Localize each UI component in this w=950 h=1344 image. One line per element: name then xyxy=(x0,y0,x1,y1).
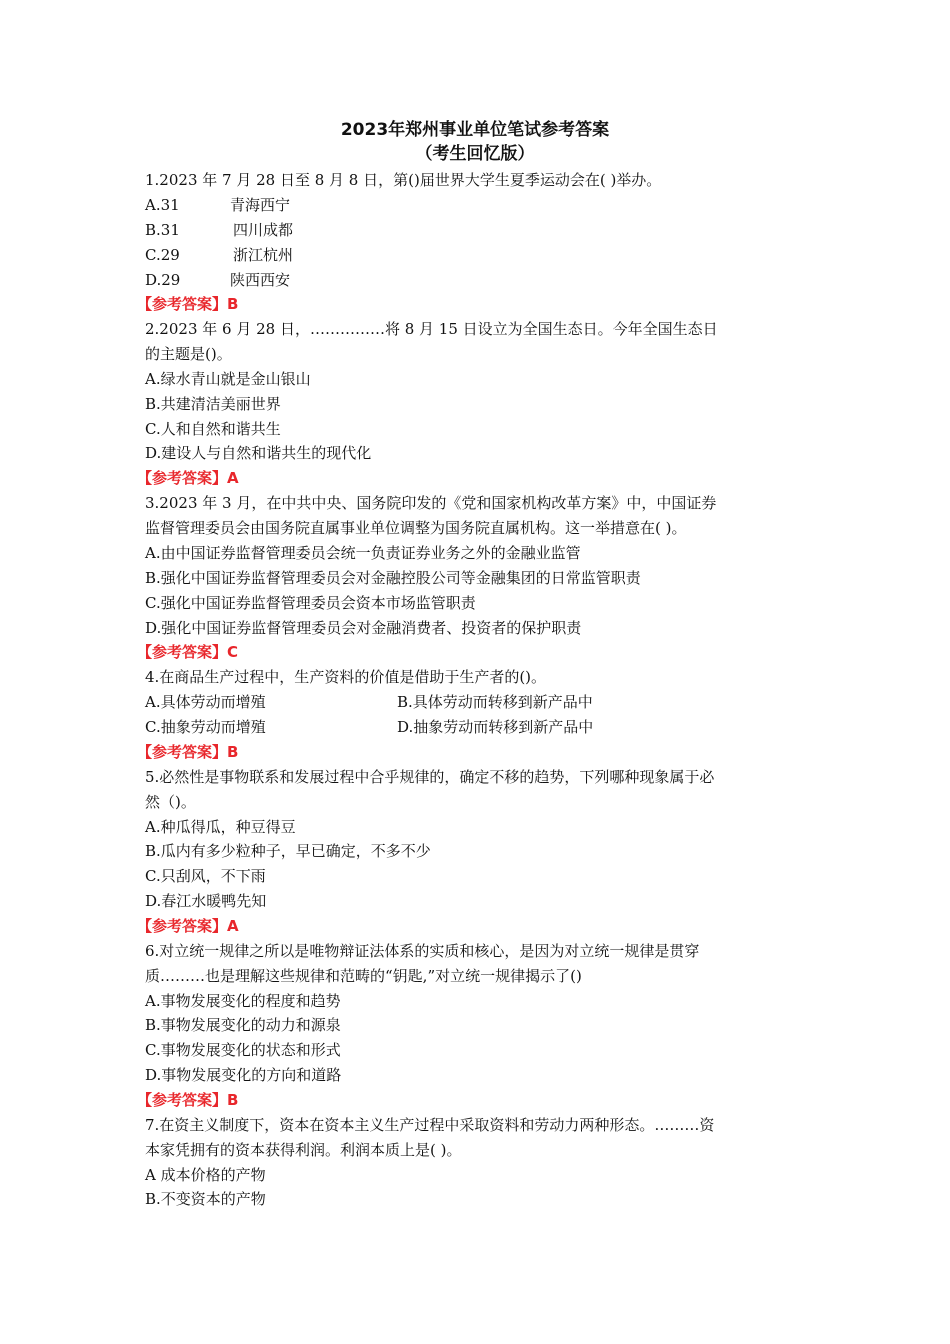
question-3-option-b: B.强化中国证券监督管理委员会对金融控股公司等金融集团的日常监管职责 xyxy=(145,569,641,587)
question-7-option-a: A 成本价格的产物 xyxy=(145,1166,266,1184)
question-4-option-a: A.具体劳动而增殖 xyxy=(145,693,266,711)
question-3-stem-line-1: 3.2023 年 3 月，在中共中央、国务院印发的《党和国家机构改革方案》中，中国证券 xyxy=(145,494,717,512)
question-2-stem-line-1: 2.2023 年 6 月 28 日，……………将 8 月 15 日设立为全国生态日。今年全国生态日 xyxy=(145,320,718,338)
question-1-answer: 【参考答案】B xyxy=(137,295,239,313)
question-3-answer: 【参考答案】C xyxy=(137,643,239,661)
question-1-stem: 1.2023 年 7 月 28 日至 8 月 8 日，第()届世界大学生夏季运动会在( )举办。 xyxy=(145,171,662,189)
question-7-stem-line-2: 本家凭拥有的资本获得利润。利润本质上是( )。 xyxy=(145,1141,462,1159)
question-4-option-c: C.抽象劳动而增殖 xyxy=(145,718,266,736)
question-5-stem-line-1: 5.必然性是事物联系和发展过程中合乎规律的，确定不移的趋势，下列哪种现象属于必 xyxy=(145,768,715,786)
question-1-option-b: B.31 四川成都 xyxy=(145,221,294,239)
question-3-option-d: D.强化中国证券监督管理委员会对金融消费者、投资者的保护职责 xyxy=(145,619,582,637)
question-5-option-b: B.瓜内有多少粒种子，早已确定，不多不少 xyxy=(145,842,431,860)
question-2-option-a: A.绿水青山就是金山银山 xyxy=(145,370,311,388)
question-1-option-d: D.29 陕西西安 xyxy=(145,271,291,289)
question-7-stem-line-1: 7.在资主义制度下，资本在资本主义生产过程中采取资料和劳动力两种形态。………资 xyxy=(145,1116,715,1134)
question-2-stem-line-2: 的主题是()。 xyxy=(145,345,232,363)
question-6-answer: 【参考答案】B xyxy=(137,1091,239,1109)
question-6-stem-line-2: 质………也是理解这些规律和范畴的“钥匙,”对立统一规律揭示了() xyxy=(145,967,582,985)
question-2-option-c: C.人和自然和谐共生 xyxy=(145,420,281,438)
question-4-options-row-2 xyxy=(145,715,810,740)
question-6-option-d: D.事物发展变化的方向和道路 xyxy=(145,1066,342,1084)
question-2-option-b: B.共建清洁美丽世界 xyxy=(145,395,281,413)
document-subtitle: （考生回忆版） xyxy=(415,144,535,164)
question-2-answer: 【参考答案】A xyxy=(137,469,239,487)
question-3-stem-line-2: 监督管理委员会由国务院直属事业单位调整为国务院直属机构。这一举措意在( )。 xyxy=(145,519,687,537)
question-6-option-b: B.事物发展变化的动力和源泉 xyxy=(145,1016,341,1034)
question-4-option-d: D.抽象劳动而转移到新产品中 xyxy=(397,718,594,736)
question-4-stem: 4.在商品生产过程中，生产资料的价值是借助于生产者的()。 xyxy=(145,668,547,686)
question-4-option-b: B.具体劳动而转移到新产品中 xyxy=(397,693,593,711)
document-title: 2023年郑州事业单位笔试参考答案 xyxy=(340,120,610,140)
question-5-stem-line-2: 然（)。 xyxy=(145,793,196,811)
question-1-option-c: C.29 浙江杭州 xyxy=(145,246,294,264)
question-2-option-d: D.建设人与自然和谐共生的现代化 xyxy=(145,444,372,462)
question-5-option-d: D.春江水暖鸭先知 xyxy=(145,892,267,910)
question-4-options-row-1 xyxy=(145,690,810,715)
question-6-option-a: A.事物发展变化的程度和趋势 xyxy=(145,992,341,1010)
question-4-answer: 【参考答案】B xyxy=(137,743,239,761)
question-5-option-c: C.只刮风，不下雨 xyxy=(145,867,266,885)
question-3-option-a: A.由中国证券监督管理委员会统一负责证券业务之外的金融业监管 xyxy=(145,544,581,562)
question-5-option-a: A.种瓜得瓜，种豆得豆 xyxy=(145,818,296,836)
question-1-option-a: A.31 青海西宁 xyxy=(145,196,291,214)
question-6-option-c: C.事物发展变化的状态和形式 xyxy=(145,1041,341,1059)
question-5-answer: 【参考答案】A xyxy=(137,917,239,935)
question-6-stem-line-1: 6.对立统一规律之所以是唯物辩证法体系的实质和核心，是因为对立统一规律是贯穿 xyxy=(145,942,700,960)
question-7-option-b: B.不变资本的产物 xyxy=(145,1190,266,1208)
question-3-option-c: C.强化中国证券监督管理委员会资本市场监管职责 xyxy=(145,594,476,612)
